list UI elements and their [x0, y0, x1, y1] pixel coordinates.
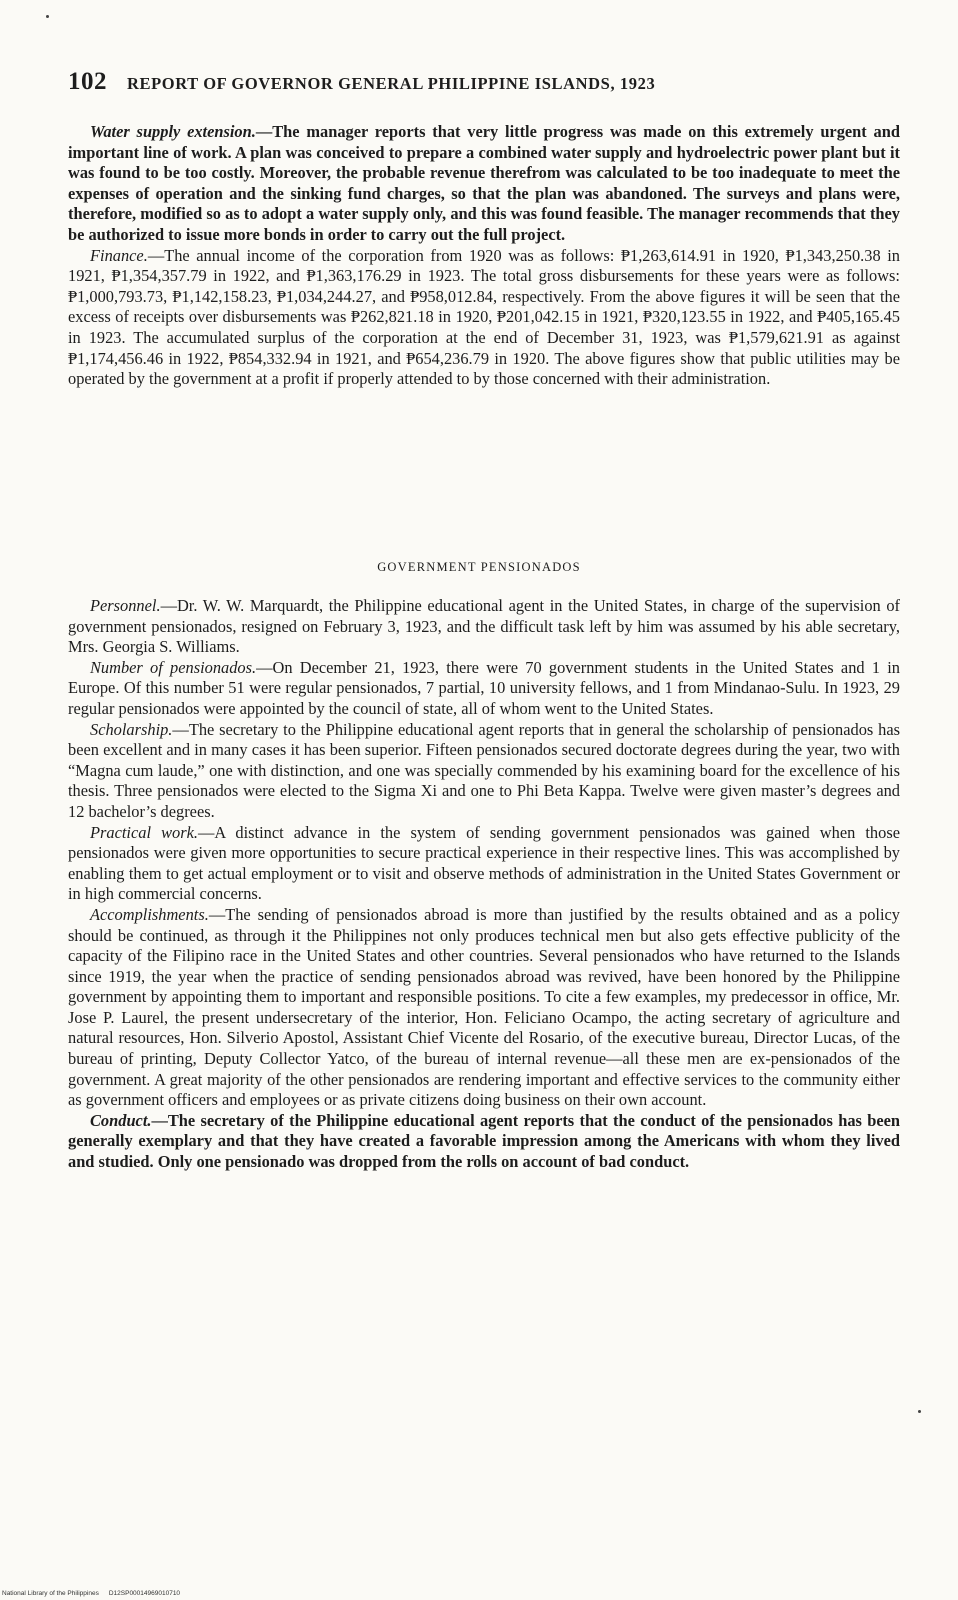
scan-speck	[918, 1410, 921, 1413]
scan-speck	[46, 15, 49, 18]
running-head: REPORT OF GOVERNOR GENERAL PHILIPPINE ISLANDS, 1923	[127, 74, 656, 93]
paragraph-water-supply-extension	[68, 122, 900, 246]
paragraph-number-of-pensionados	[68, 658, 900, 720]
paragraph-body: —The sending of pensionados abroad is more than justified by the results obtained and as a policy should be continued, as through it the Philippines not only produces technical men but also gets effective publicity of the capacity of the Filipino race in the United States and other countries. Several pensionados who have returned to the Islands since 1919, the year when the practice of sending pensionados abroad was revived, have been honored by the Philippine government by appointing them to important and responsible positions. To cite a few examples, my predecessor in office, Mr. Jose P. Laurel, the present undersecretary of the interior, Hon. Feliciano Ocampo, the acting secretary of agriculture and natural resources, Hon. Silverio Apostol, Assistant Chief Vicente del Rosario, of the executive bureau, Director Lucas, of the bureau of printing, Deputy Collector Yatco, of the bureau of internal revenue—all these men are ex-pensionados of the government. A great majority of the other pensionados are rendering important and effective services to the community either as government officers and employees or as private citizens doing business on their own account.	[68, 904, 900, 1110]
paragraph-finance	[68, 246, 900, 390]
paragraph-lead: Number of pensionados.	[90, 657, 257, 677]
paragraph-conduct	[68, 1111, 900, 1173]
paragraph-body: —On December 21, 1923, there were 70 government students in the United States and 1 in Europe. Of this number 51 were regular pensionados, 7 partial, 10 university fellows, and 1 from Mindanao-Sulu. In 1923, 29 regular pensionados were appointed by the council of state, all of whom went to the United States.	[68, 657, 901, 718]
paragraph-body: —The annual income of the corporation from 1920 was as follows: ₱1,263,614.91 in 1920, ₱1,343,250.38 in 1921, ₱1,354,357.79 in 1922, and ₱1,363,176.29 in 1923. The total gross disbursements for these years were as follows: ₱1,000,793.73, ₱1,142,158.23, ₱1,034,244.27, and ₱958,012.84, respectively. From the above figures it will be seen that the excess of receipts over disbursements was ₱262,821.18 in 1920, ₱201,042.15 in 1921, ₱320,123.55 in 1922, and ₱405,165.45 in 1923. The accumulated surplus of the corporation at the end of December 31, 1923, was ₱1,579,621.91 as against ₱1,174,456.46 in 1922, ₱854,332.94 in 1921, and ₱654,236.79 in 1920. The above figures show that public utilities may be operated by the government at a profit if properly attended to by those concerned with their administration.	[68, 245, 900, 389]
paragraph-lead: Finance.	[90, 245, 148, 265]
paragraph-accomplishments	[68, 905, 900, 1111]
paragraph-body: —The secretary of the Philippine educational agent reports that the conduct of the pensionados has been generally exemplary and that they have created a favorable impression among the Americans with whom they lived and studied. Only one pensionado was dropped from the rolls on account of bad conduct.	[68, 1110, 900, 1172]
paragraph-lead: Personnel.	[90, 596, 161, 615]
paragraph-body: —Dr. W. W. Marquardt, the Philippine educational agent in the United States, in charge of the supervision of government pensionados, resigned on February 3, 1923, and the difficult task left by him was assumed by his able secretary, Mrs. Georgia S. Williams.	[68, 596, 900, 657]
report-text-bottom	[68, 596, 900, 1173]
paragraph-lead: Water supply extension.	[90, 122, 256, 141]
paragraph-lead: Accomplishments.	[90, 904, 209, 924]
footer-source: National Library of the Philippines	[2, 1590, 99, 1597]
report-text-top	[68, 122, 900, 390]
paragraph-body: —The manager reports that very little progress was made on this extremely urgent and important line of work. A plan was conceived to prepare a combined water supply and hydroelectric power plant but it was found to be too costly. Moreover, the probable revenue therefrom was calculated to be too inadequate to meet the expenses of operation and the sinking fund charges, so that the plan was abandoned. The surveys and plans were, therefore, modified so as to adopt a water supply only, and this was found feasible. The manager recommends that they be authorized to issue more bonds in order to carry out the full project.	[68, 122, 900, 244]
paragraph-lead: Scholarship.	[90, 719, 173, 739]
footer-identifier: D12SP00014969010710	[108, 1590, 181, 1597]
page-number: 102	[68, 68, 107, 95]
paragraph-body: —The secretary to the Philippine educational agent reports that in general the scholarship of pensionados has been excellent and in many cases it has been superior. Fifteen pensionados secured doctorate degrees during the year, two with “Magna cum laude,” one with distinction, and one was specially commended by his examining board for the excellence of his thesis. Three pensionados were elected to the Sigma Xi and one to Phi Beta Kappa. Twelve were given master’s degrees and 12 bachelor’s degrees.	[68, 719, 900, 821]
section-heading: GOVERNMENT PENSIONADOS	[377, 560, 581, 574]
paragraph-lead: Practical work.	[90, 822, 198, 842]
paragraph-personnel	[68, 596, 900, 658]
paragraph-body: —A distinct advance in the system of sending government pensionados was gained when those pensionados were given more opportunities to secure practical experience in their respective lines. This was accomplished by enabling them to get actual employment or to visit and observe methods of administration in the United States Government or in high commercial concerns.	[68, 822, 900, 904]
scan-footer	[2, 1590, 180, 1597]
paragraph-lead: Conduct.	[90, 1110, 152, 1130]
paragraph-practical-work	[68, 823, 900, 905]
page-header	[68, 68, 898, 96]
paragraph-scholarship	[68, 720, 900, 823]
